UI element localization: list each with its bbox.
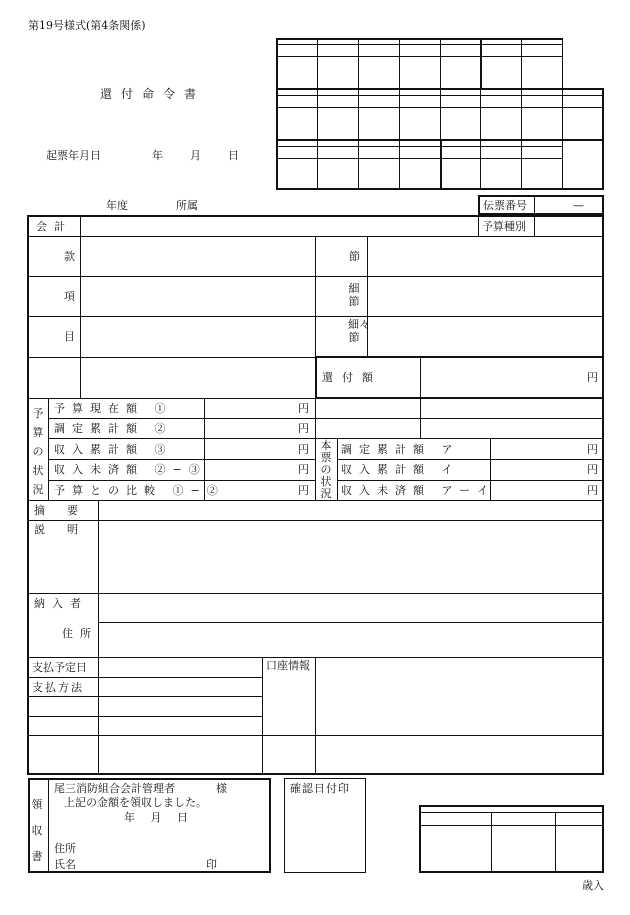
sainyu-label: 歳入	[582, 879, 604, 892]
slip-status-side-label: 本票の状況	[320, 439, 332, 500]
budget-row-5: 予算との比較 ①−②	[54, 484, 225, 497]
explanation-label: 説明	[34, 523, 100, 536]
slip-yen-2: 円	[587, 463, 598, 476]
form-number: 第19号様式(第4条関係)	[28, 19, 146, 32]
confirm-stamp-label: 確認日付印	[290, 782, 350, 795]
form-title: 還付命令書	[100, 87, 206, 101]
receipt-date: 年 月 日	[124, 811, 194, 824]
yen-4: 円	[298, 463, 309, 476]
draft-month-char: 月	[190, 149, 201, 162]
saisetsu-label: 細節	[348, 282, 360, 308]
yen-1: 円	[298, 402, 309, 415]
receipt-line-1: 尾三消防組合会計管理者	[54, 782, 175, 795]
draft-year-char: 年	[152, 149, 163, 162]
budget-row-1: 予算現在額 ①	[54, 402, 173, 415]
revenue-grid	[419, 805, 604, 873]
address-label: 住所	[62, 627, 98, 640]
account-info-label: 口座情報	[266, 659, 310, 672]
saisaisetsu-label: 細々節	[348, 318, 370, 344]
budget-type-label: 予算種別	[482, 220, 526, 233]
receipt-line-2: 上記の金額を領収しました。	[64, 796, 207, 809]
receipt-sama: 様	[216, 782, 227, 795]
kan-label: 款	[64, 250, 75, 263]
payment-method-label: 支払方法	[32, 681, 84, 694]
moku-label: 目	[64, 330, 75, 343]
yen-5: 円	[298, 484, 309, 497]
slip-number-value[interactable]: —	[573, 199, 584, 212]
budget-row-4: 収入未済額 ②−③	[54, 463, 207, 476]
kaikei-label: 会計	[36, 220, 72, 233]
slip-row-1: 調定累計額 ア	[341, 443, 460, 456]
receipt-name-label: 氏名	[54, 858, 76, 871]
slip-yen-1: 円	[587, 443, 598, 456]
fiscal-year-label: 年度	[106, 199, 128, 212]
refund-amount-label: 還付額	[322, 371, 382, 384]
yen-3: 円	[298, 443, 309, 456]
yen-2: 円	[298, 422, 309, 435]
setsu-label: 節	[349, 250, 360, 263]
draft-day-char: 日	[228, 149, 239, 162]
receipt-seal: 印	[206, 858, 217, 871]
slip-yen-3: 円	[587, 484, 598, 497]
receipt-side-label: 領収書	[31, 798, 43, 863]
slip-row-2: 収入累計額 イ	[341, 463, 460, 476]
affiliation-label: 所属	[176, 199, 198, 212]
payer-label: 納入者	[34, 597, 88, 610]
kou-label: 項	[64, 290, 75, 303]
budget-row-3: 収入累計額 ③	[54, 443, 173, 456]
slip-row-3: 収入未済額 アーイ	[341, 484, 496, 497]
slip-number-label: 伝票番号	[483, 199, 527, 212]
draft-date-label: 起票年月日	[46, 149, 101, 162]
budget-row-2: 調定累計額 ②	[54, 422, 173, 435]
summary-label: 摘要	[34, 504, 100, 517]
payment-date-label: 支払予定日	[32, 661, 87, 674]
receipt-address-label: 住所	[54, 842, 76, 855]
refund-yen: 円	[587, 371, 598, 384]
budget-status-side-label: 予算の状況	[32, 407, 44, 496]
